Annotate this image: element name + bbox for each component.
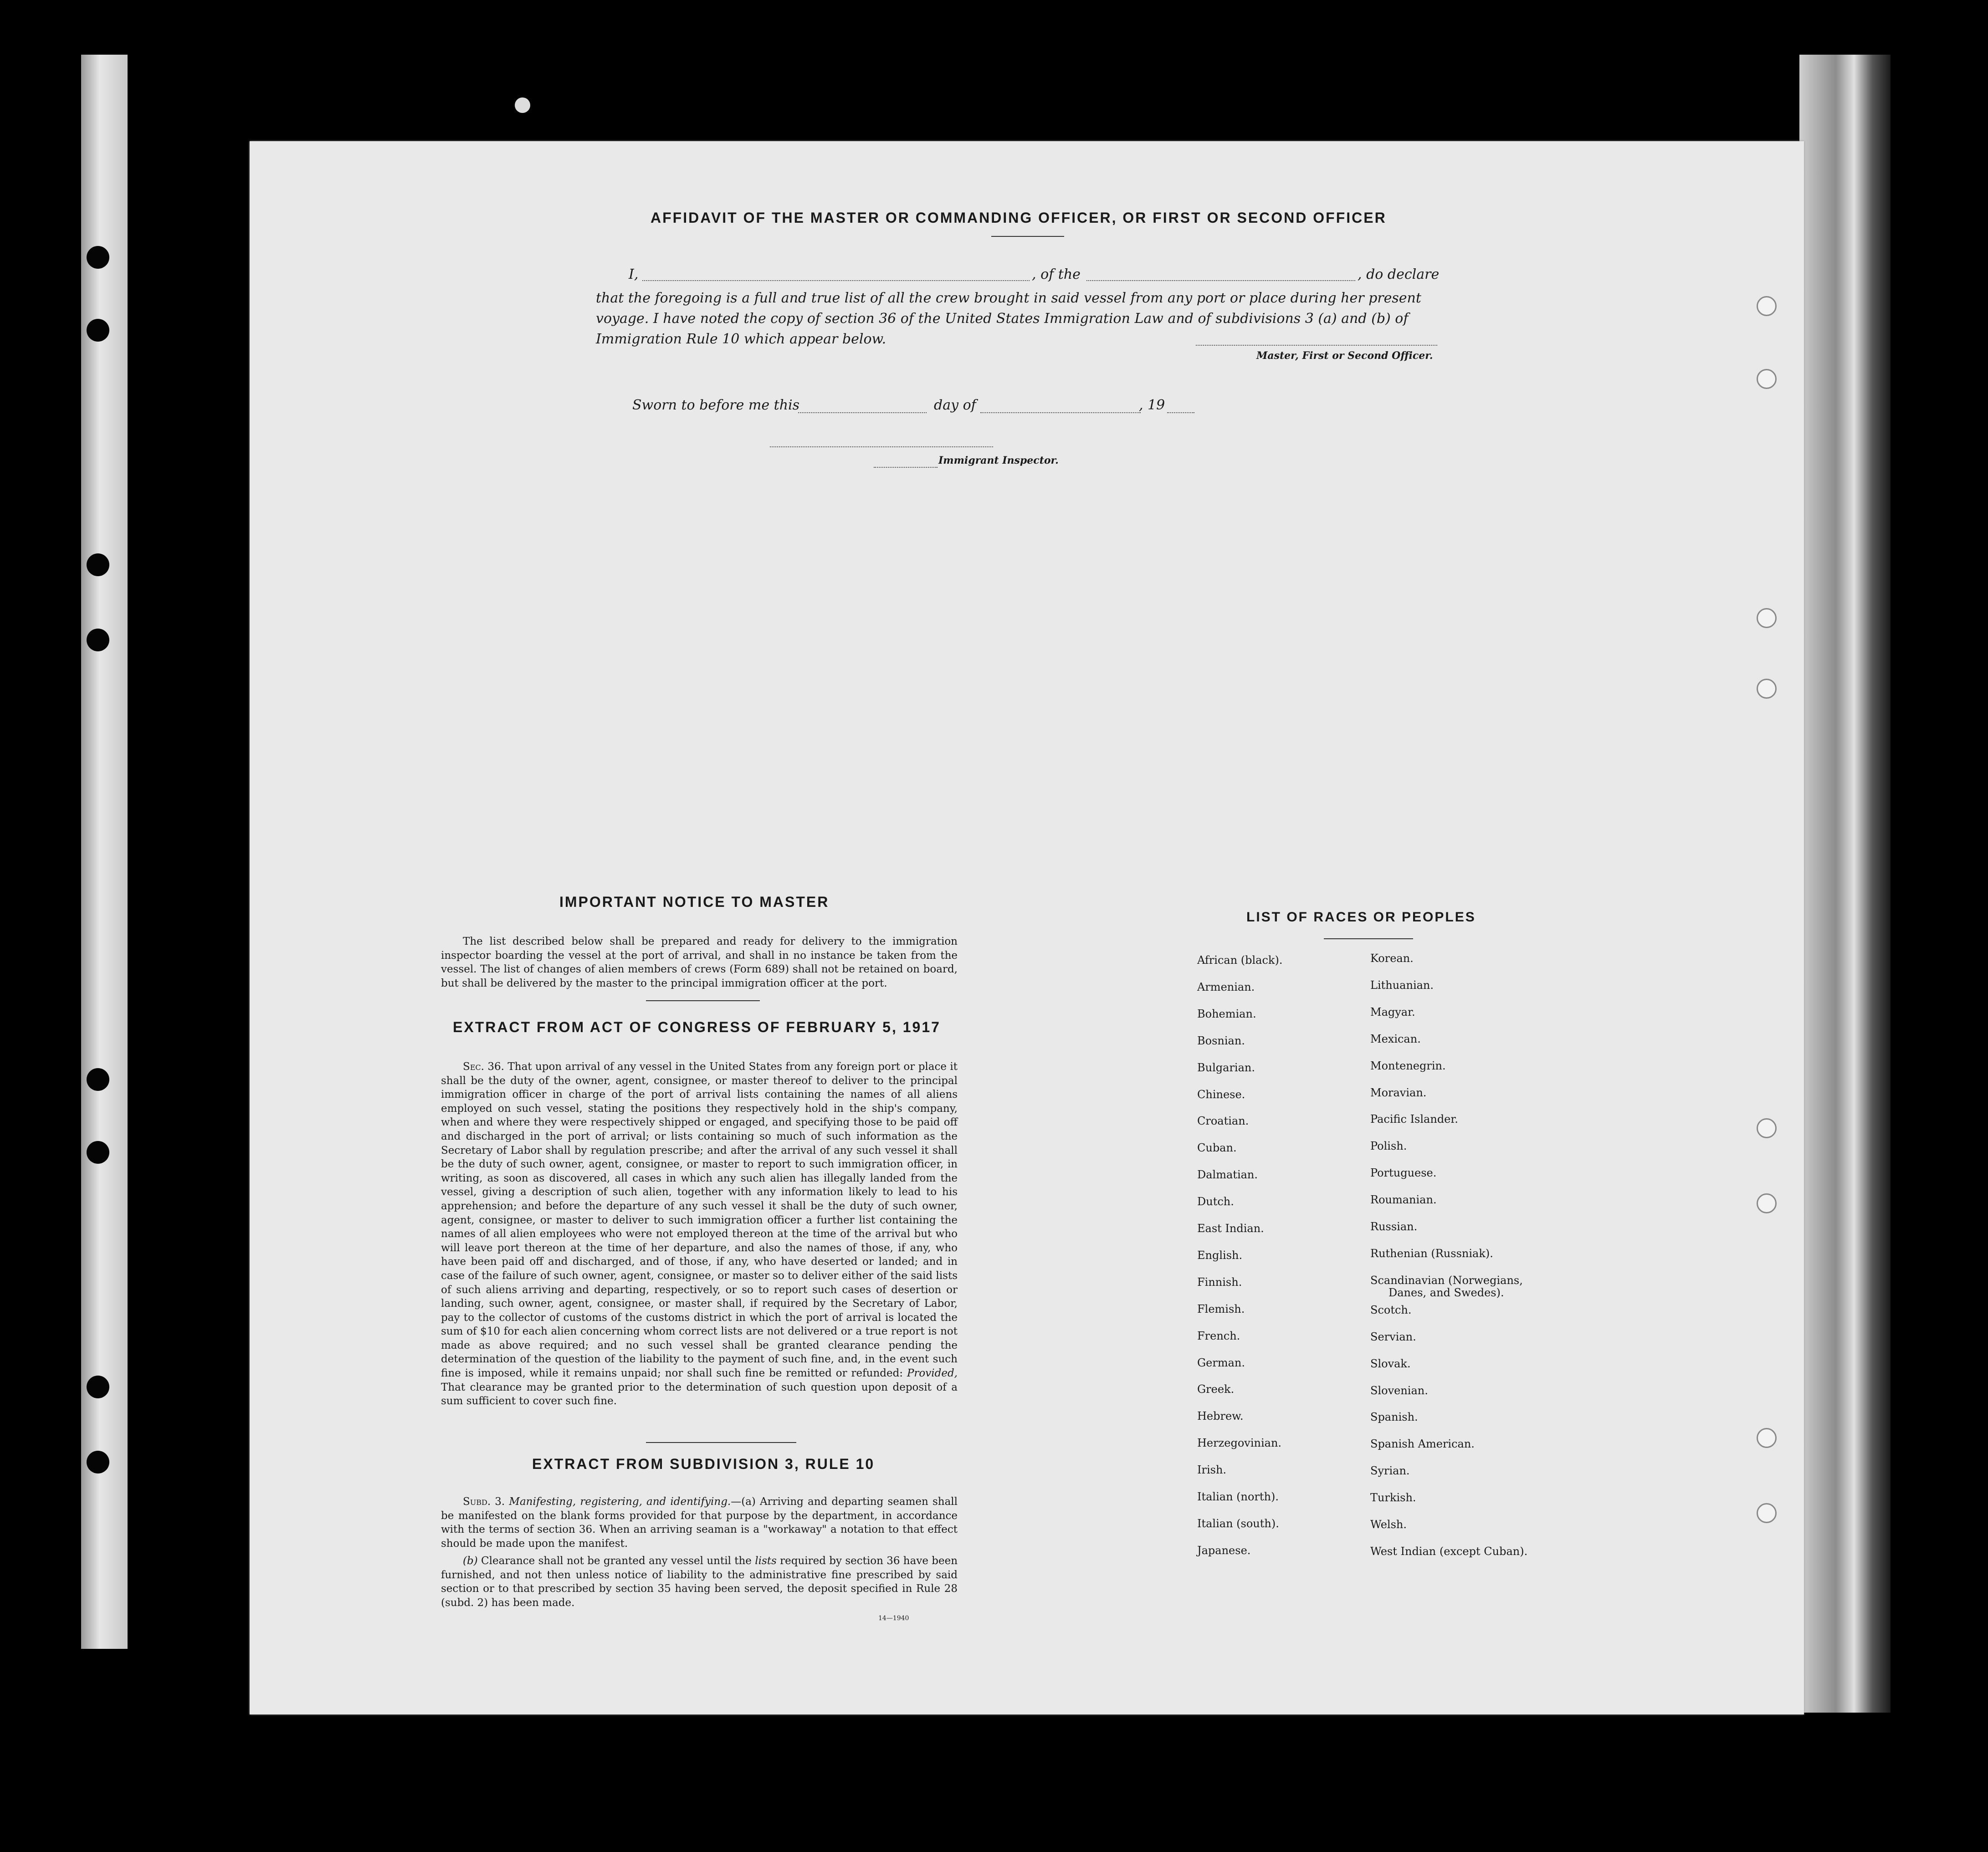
race-item: Montenegrin. xyxy=(1370,1059,1446,1072)
rule-b-body-1: Clearance shall not be granted any vessel until the xyxy=(481,1555,752,1567)
title-rule xyxy=(991,236,1064,237)
inspector-lead-dots xyxy=(874,467,938,468)
race-item: Italian (north). xyxy=(1197,1490,1279,1503)
rule-subdivision-a xyxy=(441,1495,958,1550)
form-number: 14—1940 xyxy=(878,1615,909,1622)
race-item: Slovak. xyxy=(1370,1357,1411,1370)
binder-hole xyxy=(87,1451,109,1473)
race-item: Flemish. xyxy=(1197,1302,1245,1315)
race-item: East Indian. xyxy=(1197,1222,1264,1235)
race-item: Mexican. xyxy=(1370,1032,1421,1045)
rule-b-lead: (b) xyxy=(463,1555,478,1567)
race-item: Spanish. xyxy=(1370,1411,1418,1424)
edge-ring xyxy=(1757,679,1777,699)
race-item: Greek. xyxy=(1197,1383,1235,1396)
act-lead: Sec. 36. xyxy=(463,1061,504,1073)
races-rule xyxy=(1324,938,1413,939)
binder-hole xyxy=(87,246,109,269)
race-item: Portuguese. xyxy=(1370,1166,1437,1180)
binder-hole xyxy=(87,1141,109,1164)
sworn-year-blank[interactable] xyxy=(1167,412,1194,413)
affidavit-line-4: Immigration Rule 10 which appear below. xyxy=(596,331,886,347)
race-item: Slovenian. xyxy=(1370,1384,1428,1397)
edge-ring xyxy=(1757,369,1777,389)
binder-hole xyxy=(87,553,109,576)
affidavit-of-the-label: , of the xyxy=(1032,266,1081,282)
race-item: Russian. xyxy=(1370,1220,1418,1233)
race-item: Scandinavian (Norwegians, xyxy=(1370,1274,1523,1287)
act-title: EXTRACT FROM ACT OF CONGRESS OF FEBRUARY 5, 1917 xyxy=(453,1019,941,1035)
race-item: Magyar. xyxy=(1370,1005,1415,1018)
race-item: Bosnian. xyxy=(1197,1034,1245,1047)
race-item: German. xyxy=(1197,1356,1245,1369)
edge-ring xyxy=(1757,1118,1777,1138)
name-blank[interactable] xyxy=(642,280,1030,281)
race-item: Turkish. xyxy=(1370,1491,1416,1504)
edge-ring xyxy=(1757,296,1777,316)
binder-hole xyxy=(87,1376,109,1398)
race-item: Dalmatian. xyxy=(1197,1168,1258,1182)
affidavit-title: AFFIDAVIT OF THE MASTER OR COMMANDING OFFICER, OR FIRST OR SECOND OFFICER xyxy=(651,210,1387,226)
rule-a-heading: Manifesting, registering, and identifying. xyxy=(509,1496,731,1508)
race-item: Japanese. xyxy=(1197,1544,1251,1557)
vessel-blank[interactable] xyxy=(1086,280,1355,281)
rivet xyxy=(515,97,530,113)
rule-b-body-2: required by section 36 have been furnished, and not then unless notice of liability to the administrative fine prescribed by said section or to that prescribed by section 35 having been served, the deposit specified in Rule 28 (subd. 2) has been made. xyxy=(441,1555,958,1609)
section-rule xyxy=(646,1442,796,1443)
race-item: Roumanian. xyxy=(1370,1193,1437,1207)
race-item: Irish. xyxy=(1197,1463,1227,1477)
race-item: Croatian. xyxy=(1197,1115,1249,1128)
act-tail: That clearance may be granted prior to the determination of such question upon deposit of a sum sufficient to cover such fine. xyxy=(441,1381,958,1407)
race-item: Cuban. xyxy=(1197,1141,1237,1155)
sworn-day-blank[interactable] xyxy=(798,412,927,413)
race-item: Armenian. xyxy=(1197,980,1255,993)
day-of-label: day of xyxy=(934,397,976,413)
race-item: Lithuanian. xyxy=(1370,978,1434,992)
signature-blank[interactable] xyxy=(1196,345,1437,346)
edge-ring xyxy=(1757,1428,1777,1448)
rule-b-lists: lists xyxy=(755,1555,777,1567)
binder-hole xyxy=(87,319,109,342)
rule-a-lead: Subd. 3. xyxy=(463,1496,505,1508)
act-body xyxy=(441,1060,958,1408)
affidavit-line-3: voyage. I have noted the copy of section 36 of the United States Immigration Law and of subdivisions 3 (a) and (b) of xyxy=(596,311,1409,327)
rule-subdivision-b xyxy=(441,1554,958,1610)
act-text: That upon arrival of any vessel in the United States from any foreign port or place it shall be the duty of the owner, agent, consignee, or master thereof to deliver to the principal immigration officer in charge of the port of arrival lists containing the names of all aliens employed on such vessel, stating the positions they respectively hold in the ship's company, when and where they were respectively shipped or engaged, and specifying those to be paid off and discharged in the port of arrival; or lists containing so much of such information as the Secretary of Labor shall by regulation prescribe; and after the arrival of any such vessel it shall be the duty of such owner, agent, consignee, or master to report to such immigration officer, in writing, as soon as discovered, all cases in which any such alien has illegally landed from the vessel, giving a description of such alien, together with any information likely to lead to his apprehension; and before the departure of any such vessel it shall be the duty of such owner, agent, consignee, or master to deliver to such immigration officer a further list containing the names of all alien employees who were not employed thereon at the time of the arrival but who will leave port thereon at the time of her departure, and also the names of those, if any, who have been paid off and discharged, and of those, if any, who have deserted or landed; and in case of the failure of such owner, agent, consignee, or master so to deliver either of the said lists of such aliens arriving and departing, respectively, or so to report such cases of desertion or landing, such owner, agent, consignee, or master shall, if required by the Secretary of Labor, pay to the collector of customs of the customs district in which the port of arrival is located the sum of $10 for each alien concerning whom correct lists are not delivered or a true report is not made as above required; and no such vessel shall be granted clearance pending the determination of the question of the liability to the payment of such fine, and, in the event such fine is imposed, while it remains unpaid; nor shall such fine be remitted or refunded: xyxy=(441,1061,958,1380)
signature-caption: Master, First or Second Officer. xyxy=(1256,350,1433,362)
binder-hole xyxy=(87,629,109,651)
binder-hole xyxy=(87,1068,109,1091)
sworn-label: Sworn to before me this xyxy=(632,397,800,413)
affidavit-declare-label: , do declare xyxy=(1358,266,1440,282)
race-item: Welsh. xyxy=(1370,1518,1407,1531)
edge-ring xyxy=(1757,1193,1777,1213)
affidavit-i-label: I, xyxy=(629,266,639,282)
edge-ring xyxy=(1757,1503,1777,1523)
page-edge-scrap xyxy=(1799,55,1891,1713)
race-item: Ruthenian (Russniak). xyxy=(1370,1247,1493,1260)
affidavit-line-2: that the foregoing is a full and true list of all the crew brought in said vessel from any port or place during her present xyxy=(596,290,1421,306)
race-item: Italian (south). xyxy=(1197,1517,1279,1530)
race-item: Pacific Islander. xyxy=(1370,1113,1458,1126)
race-item: Herzegovinian. xyxy=(1197,1437,1282,1450)
rule-title: EXTRACT FROM SUBDIVISION 3, RULE 10 xyxy=(532,1456,875,1472)
race-item: Bulgarian. xyxy=(1197,1061,1255,1074)
binder-strip xyxy=(81,55,128,1649)
race-item: Moravian. xyxy=(1370,1086,1427,1099)
race-item: Finnish. xyxy=(1197,1275,1242,1289)
race-item: Spanish American. xyxy=(1370,1438,1475,1451)
act-provided: Provided, xyxy=(907,1367,958,1380)
inspector-caption: Immigrant Inspector. xyxy=(938,455,1059,466)
notice-title: IMPORTANT NOTICE TO MASTER xyxy=(559,894,830,910)
race-item: Bohemian. xyxy=(1197,1007,1256,1020)
section-rule xyxy=(646,1000,760,1001)
race-item: Hebrew. xyxy=(1197,1410,1244,1423)
race-item: Polish. xyxy=(1370,1140,1407,1153)
race-item: English. xyxy=(1197,1248,1243,1262)
race-item: Servian. xyxy=(1370,1330,1416,1343)
rule-a-body: —(a) Arriving and departing seamen shall be manifested on the blank forms provided for that purpose by the department, in accordance with the terms of section 36. When an arriving seaman is a "workaway" a notation to that effect should be made upon the manifest. xyxy=(441,1496,958,1550)
race-item: Dutch. xyxy=(1197,1195,1234,1208)
race-item: French. xyxy=(1197,1329,1240,1342)
races-title: LIST OF RACES OR PEOPLES xyxy=(1246,910,1476,925)
race-item: Korean. xyxy=(1370,952,1414,965)
race-item: Danes, and Swedes). xyxy=(1389,1286,1504,1299)
notice-body: The list described below shall be prepared and ready for delivery to the immigration inspector boarding the vessel at the port of arrival, and shall in no instance be taken from the vessel. The list of changes of alien members of crews (Form 689) shall not be retained on board, but shall be delivered by the master to the principal immigration officer at the port. xyxy=(441,936,958,989)
edge-ring xyxy=(1757,608,1777,628)
race-item: Syrian. xyxy=(1370,1464,1410,1478)
manifest-page xyxy=(250,141,1804,1714)
sworn-month-blank[interactable] xyxy=(980,412,1141,413)
race-item: Scotch. xyxy=(1370,1303,1412,1316)
year-label: , 19 xyxy=(1139,397,1165,413)
race-item: African (black). xyxy=(1197,954,1283,967)
inspector-signature-blank[interactable] xyxy=(770,446,993,447)
race-item: Chinese. xyxy=(1197,1088,1245,1101)
race-item: West Indian (except Cuban). xyxy=(1370,1545,1528,1558)
